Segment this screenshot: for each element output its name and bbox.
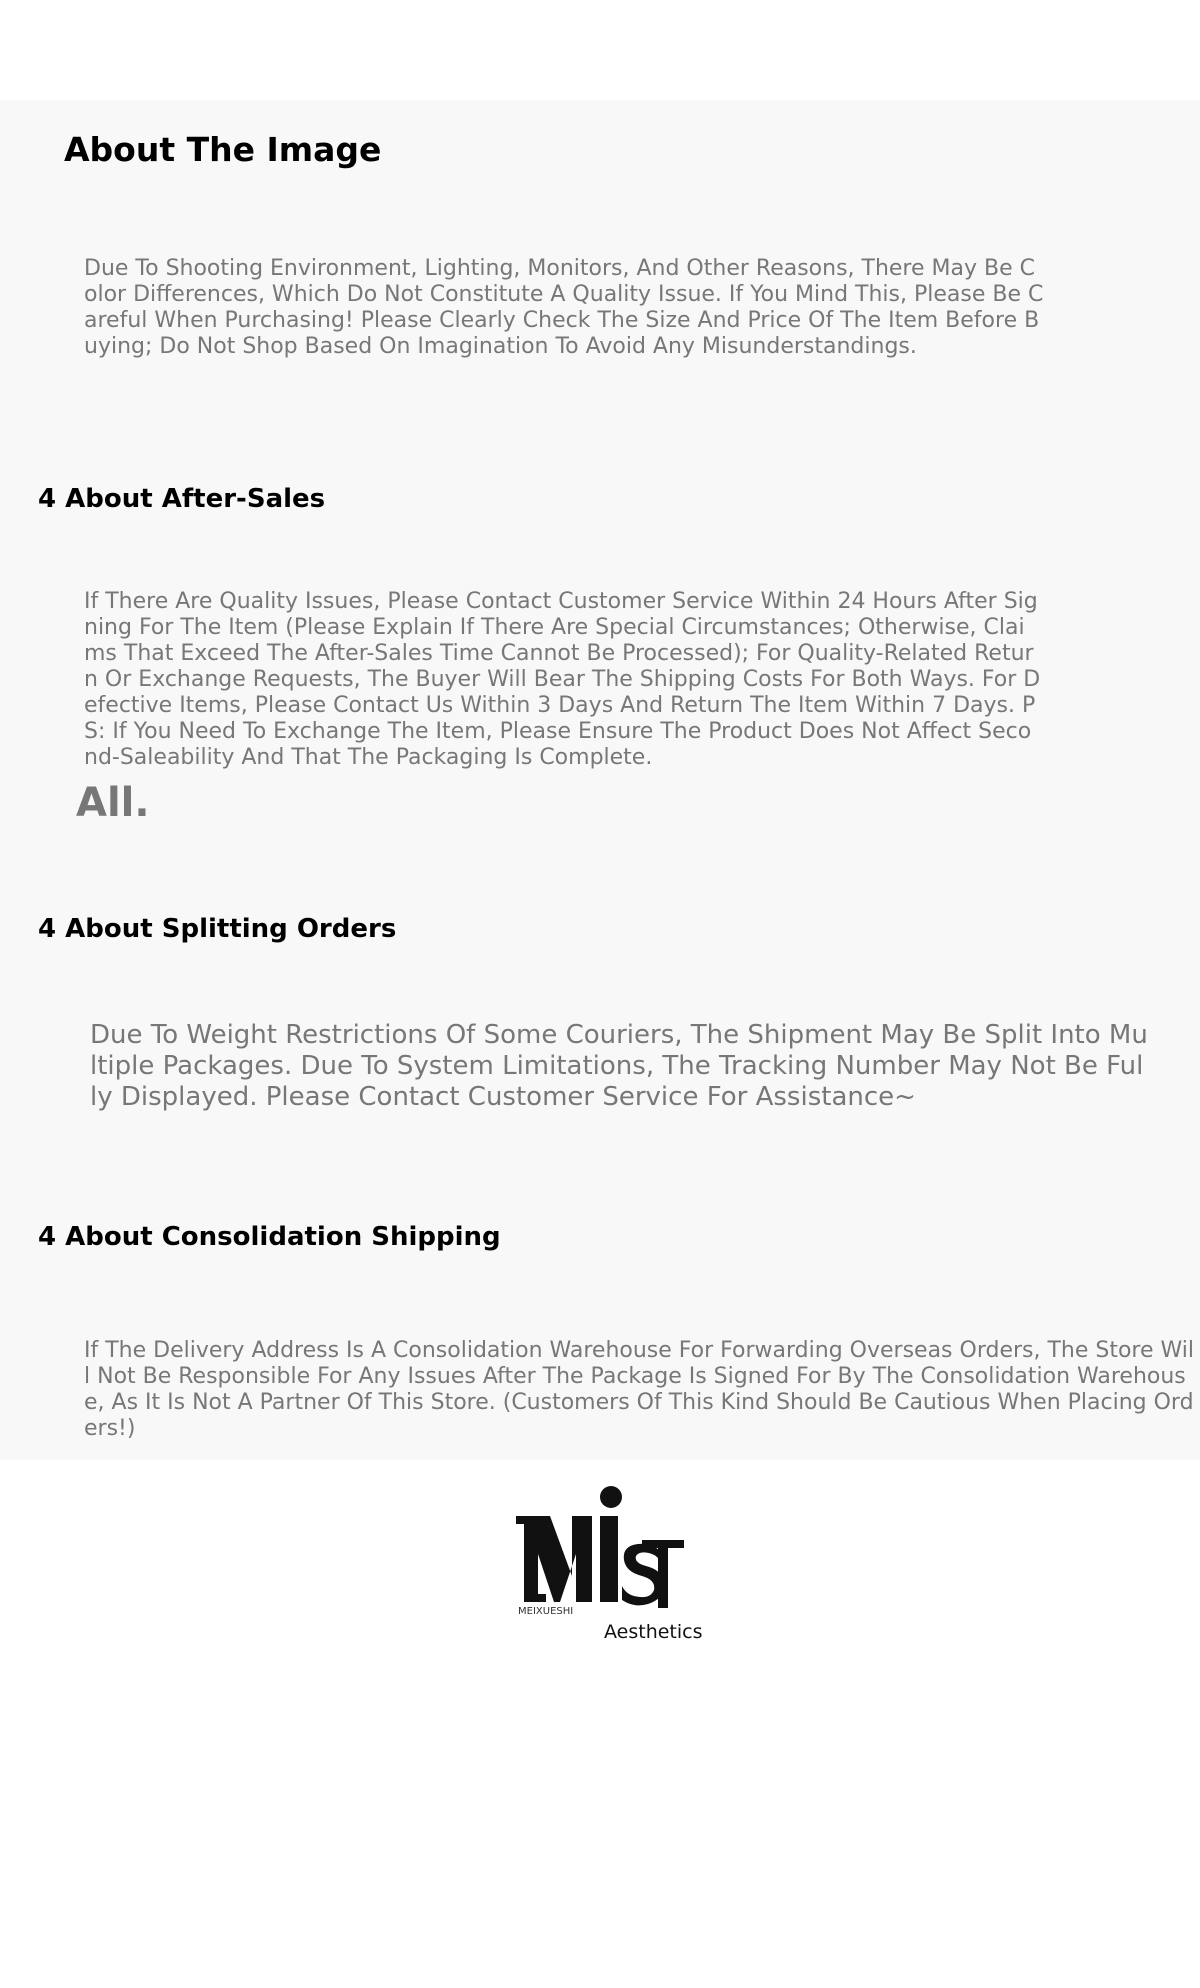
consolidation-text: If The Delivery Address Is A Consolidation Warehouse For Forwarding Overseas Orders, The Store Will Not Be Responsible For Any Issues After The Package Is Signed For By The Consolidation Warehouse, As It Is Not A Partner Of This Store. (Customers Of This Kind Should Be Cautious When Placing Orders!) (84, 1338, 1195, 1441)
logo-small-text: MEIXUESHI (518, 1606, 574, 1617)
about-image-heading: About The Image (64, 130, 382, 169)
brand-logo (514, 1484, 684, 1620)
logo-caption: Aesthetics (604, 1621, 703, 1643)
splitting-orders-text: Due To Weight Restrictions Of Some Couriers, The Shipment May Be Split Into Multiple Packages. Due To System Limitations, The Tracking Number May Not Be Fully Displayed. Please Contact Customer Service For Assistance~ (90, 1020, 1148, 1112)
about-image-text: Due To Shooting Environment, Lighting, Monitors, And Other Reasons, There May Be Color Differences, Which Do Not Constitute A Quality Issue. If You Mind This, Please Be Careful When Purchasing! Please Clearly Check The Size And Price Of The Item Before Buying; Do Not Shop Based On Imagination To Avoid Any Misunderstandings. (84, 256, 1044, 359)
after-sales-text: If There Are Quality Issues, Please Contact Customer Service Within 24 Hours After Signing For The Item (Please Explain If There Are Special Circumstances; Otherwise, Claims That Exceed The After-Sales Time Cannot Be Processed); For Quality-Related Return Or Exchange Requests, The Buyer Will Bear The Shipping Costs For Both Ways. For Defective Items, Please Contact Us Within 3 Days And Return The Item Within 7 Days. PS: If You Need To Exchange The Item, Please Ensure The Product Does Not Affect Second-Saleability And That The Packaging Is Complete. (84, 589, 1041, 770)
after-sales-heading: 4 About After-Sales (38, 484, 326, 514)
consolidation-heading: 4 About Consolidation Shipping (38, 1222, 501, 1252)
after-sales-note: All. (76, 780, 150, 826)
splitting-orders-heading: 4 About Splitting Orders (38, 914, 397, 944)
